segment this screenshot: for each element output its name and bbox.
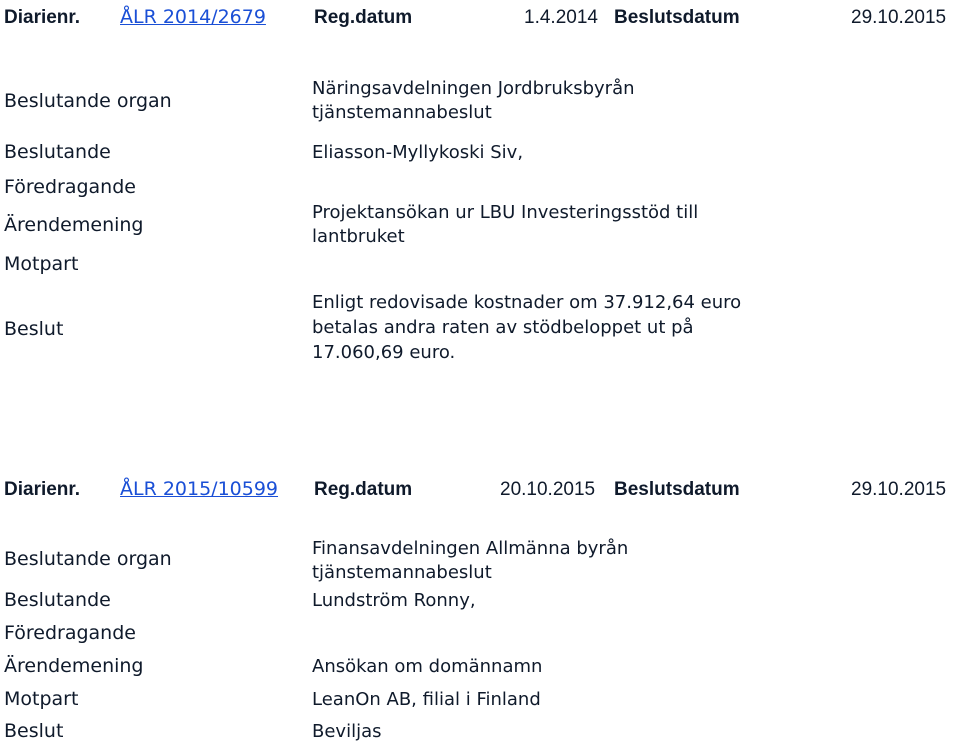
beslut-line-1: Enligt redovisade kostnader om 37.912,64 euro (312, 292, 742, 313)
diarienr-label: Diarienr. (4, 7, 81, 28)
beslutsdatum-value: 29.10.2015 (851, 7, 947, 28)
beslutsdatum-label: Beslutsdatum (614, 7, 740, 28)
diarienr-link[interactable]: ÅLR 2015/10599 (120, 478, 279, 500)
regdatum-value: 20.10.2015 (500, 479, 596, 500)
beslutande-value: Eliasson-Myllykoski Siv, (312, 142, 524, 163)
label-beslutande: Beslutande (4, 141, 111, 163)
label-beslutande-organ: Beslutande organ (4, 548, 172, 570)
diarienr-link[interactable]: ÅLR 2014/2679 (120, 6, 266, 28)
beslut-line-3: 17.060,69 euro. (312, 342, 456, 363)
arendemening-value: Ansökan om domännamn (312, 656, 543, 677)
label-arendemening: Ärendemening (4, 214, 144, 236)
label-motpart: Motpart (4, 688, 79, 710)
regdatum-label: Reg.datum (314, 479, 413, 500)
regdatum-value: 1.4.2014 (524, 7, 598, 28)
label-beslutande-organ: Beslutande organ (4, 90, 172, 112)
beslut-line-2: betalas andra raten av stödbeloppet ut på (312, 317, 694, 338)
beslutsdatum-value: 29.10.2015 (851, 479, 947, 500)
arendemening-line-1: Projektansökan ur LBU Investeringsstöd till (312, 202, 699, 223)
organ-line-2: tjänstemannabeslut (312, 562, 492, 583)
label-motpart: Motpart (4, 253, 79, 275)
organ-line-2: tjänstemannabeslut (312, 102, 492, 123)
beslutande-value: Lundström Ronny, (312, 590, 476, 611)
motpart-value: LeanOn AB, filial i Finland (312, 689, 541, 710)
label-beslutande: Beslutande (4, 589, 111, 611)
label-foredragande: Föredragande (4, 176, 136, 198)
label-foredragande: Föredragande (4, 622, 136, 644)
diarienr-label: Diarienr. (4, 479, 81, 500)
organ-line-1: Näringsavdelningen Jordbruksbyrån (312, 78, 635, 99)
label-arendemening: Ärendemening (4, 655, 144, 677)
beslutsdatum-label: Beslutsdatum (614, 479, 740, 500)
label-beslut: Beslut (4, 318, 64, 340)
arendemening-line-2: lantbruket (312, 226, 405, 247)
regdatum-label: Reg.datum (314, 7, 413, 28)
organ-line-1: Finansavdelningen Allmänna byrån (312, 538, 629, 559)
beslut-value: Beviljas (312, 721, 382, 742)
label-beslut: Beslut (4, 720, 64, 742)
